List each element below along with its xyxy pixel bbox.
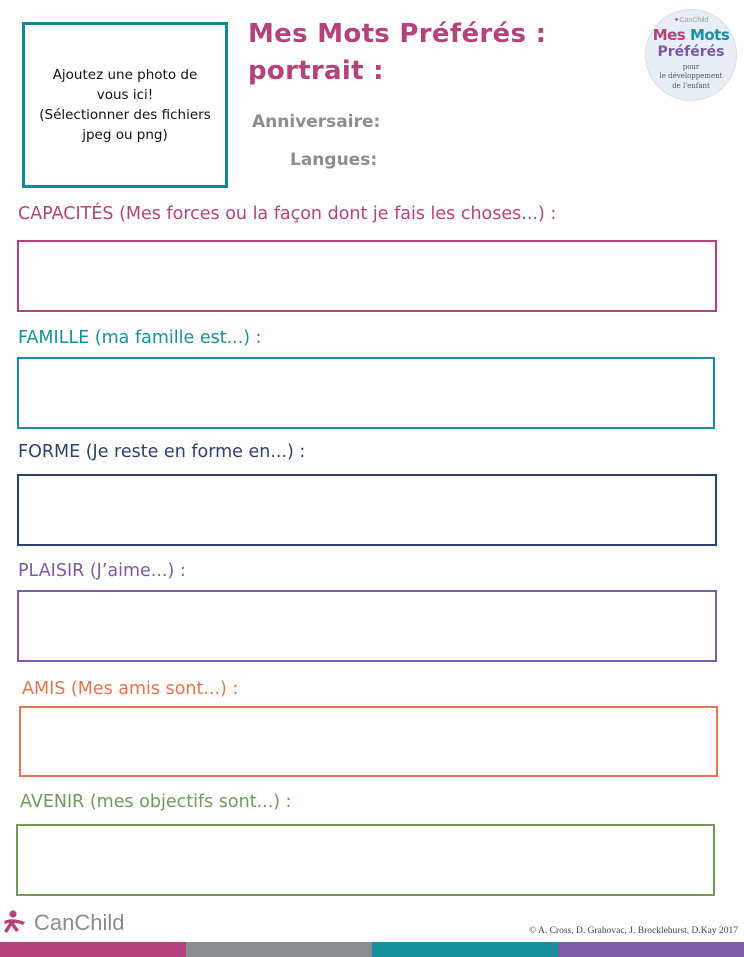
amis-label: AMIS (Mes amis sont...) : (22, 679, 239, 699)
mes-mots-preferes-logo (645, 9, 737, 101)
photo-upload-prompt: Ajoutez une photo de vous ici! (Sélectionner des fichiers jpeg ou png) (39, 66, 211, 144)
capacites-label: CAPACITÉS (Mes forces ou la façon dont je fais les choses...) : (18, 204, 557, 224)
forme-field[interactable] (19, 476, 715, 544)
footer-bar-pink (0, 942, 186, 957)
badge-brand-text: CanChild (679, 17, 709, 24)
languages-label: Langues: (290, 150, 378, 170)
forme-label: FORME (Je reste en forme en...) : (18, 442, 306, 462)
famille-field[interactable] (19, 359, 713, 427)
capacites-box (17, 240, 717, 312)
page-title-line2: portrait : (248, 56, 384, 86)
canchild-figure-icon (2, 908, 32, 938)
avenir-box (16, 824, 715, 896)
footer-logo-text: CanChild (34, 910, 125, 935)
badge-word-preferes: Préférés (657, 44, 725, 60)
badge-word-mes: Mes (652, 26, 690, 44)
page-title (248, 16, 608, 90)
languages-field[interactable] (384, 148, 618, 174)
footer-bar-purple (558, 942, 744, 957)
birthday-field[interactable] (384, 110, 618, 136)
footer-bar-gray (186, 942, 372, 957)
badge-enfant: de l'enfant (672, 82, 710, 90)
copyright-text: © A. Cross, D. Grahovac, J. Brocklehurst, D.Kay 2017 (528, 926, 738, 936)
page-title-line1: Mes Mots Préférés : (248, 19, 547, 49)
photo-upload-box[interactable] (22, 22, 228, 188)
capacites-field[interactable] (19, 242, 715, 310)
famille-label: FAMILLE (ma famille est...) : (18, 328, 262, 348)
famille-box (17, 357, 715, 429)
amis-field[interactable] (21, 708, 716, 775)
avenir-label: AVENIR (mes objectifs sont...) : (20, 792, 292, 812)
badge-developpement: le développement (659, 72, 723, 80)
amis-box (19, 706, 718, 777)
birthday-label: Anniversaire: (252, 112, 381, 132)
footer-color-bars (0, 942, 744, 957)
canchild-mark-icon: ✦ (673, 17, 680, 24)
plaisir-label: PLAISIR (J’aime...) : (18, 561, 186, 581)
plaisir-field[interactable] (19, 592, 715, 660)
badge-word-mots: Mots (689, 26, 730, 44)
plaisir-box (17, 590, 717, 662)
footer-bar-teal (372, 942, 558, 957)
forme-box (17, 474, 717, 546)
avenir-field[interactable] (18, 826, 713, 894)
badge-pour: pour (682, 63, 700, 71)
canchild-footer-logo (2, 908, 125, 938)
